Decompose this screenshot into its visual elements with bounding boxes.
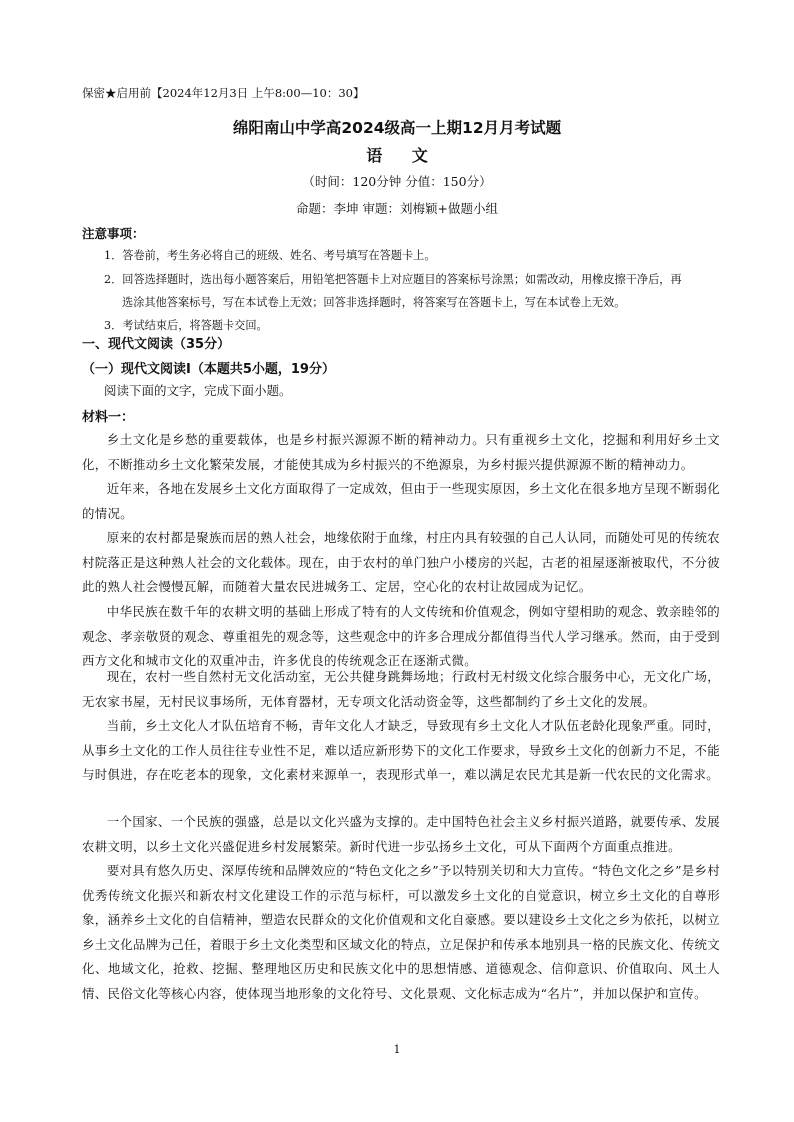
subsection-heading: （一）现代文阅读Ⅰ（本题共5小题，19分） (82, 362, 335, 377)
notice-item: 3．考试结束后，将答题卡交回。 (104, 319, 268, 332)
body-paragraph: 中华民族在数千年的农耕文明的基础上形成了特有的人文传统和价值观念，例如守望相助的观念、敦亲睦邻的观念、孝亲敬贤的观念、尊重祖先的观念等，这些观念中的许多合理成分都值得当代人学习继承。然而，由于受到西方文化和城市文化的双重冲击，许多优良的传统观念正在逐渐式微。 (82, 604, 720, 668)
exam-title: 绵阳南山中学高2024级高一上期12月月考试题 (232, 119, 562, 137)
material-label: 材料一： (82, 410, 135, 425)
notice-item-continued: 选涂其他答案标号，写在本试卷上无效；回答非选择题时，将答案写在答题卡上，写在本试卷上无效。 (122, 296, 626, 309)
body-paragraph: 当前，乡土文化人才队伍培育不畅，青年文化人才缺乏，导致现有乡土文化人才队伍老龄化现象严重。同时，从事乡土文化的工作人员往往专业性不足，难以适应新形势下的文化工作要求，导致乡土文化的创新力不足，不能与时俱进，存在吃老本的现象，文化素材来源单一，表现形式单一，难以满足农民尤其是新一代农民的文化需求。 (82, 718, 720, 782)
body-paragraph: 乡土文化是乡愁的重要载体，也是乡村振兴源源不断的精神动力。只有重视乡土文化，挖掘和利用好乡土文化，不断推动乡土文化繁荣发展，才能使其成为乡村振兴的不绝源泉，为乡村振兴提供源源不断的精神动力。 (82, 432, 720, 472)
section-heading: 一、现代文阅读（35分） (82, 337, 231, 352)
notice-item: 1．答卷前，考生务必将自己的班级、姓名、考号填写在答题卡上。 (104, 249, 436, 262)
body-paragraph: 原来的农村都是聚族而居的熟人社会，地缘依附于血缘，村庄内具有较强的自己人认同，而随处可见的传统农村院落正是这种熟人社会的文化载体。现在，由于农村的单门独户小楼房的兴起，古老的祖屋逐渐被取代，不分彼此的熟人社会慢慢瓦解，而随着大量农民进城务工、定居，空心化的农村让故园成为记忆。 (82, 530, 720, 594)
reading-instruction: 阅读下面的文字，完成下面小题。 (104, 383, 292, 398)
body-paragraph: 现在，农村一些自然村无文化活动室，无公共健身跳舞场地；行政村无村级文化综合服务中心，无文化广场，无农家书屋，无村民议事场所，无体育器材，无专项文化活动资金等，这些都制约了乡土文化的发展。 (82, 669, 720, 709)
notice-item: 2．回答选择题时，选出每小题答案后，用铅笔把答题卡上对应题目的答案标号涂黑；如需改动，用橡皮擦干净后，再 (104, 273, 682, 286)
authors-line: 命题：李坤 审题：刘梅颖+做题小组 (296, 201, 498, 216)
confidential-line: 保密★启用前【2024年12月3日 上午8:00—10：30】 (82, 86, 365, 100)
notice-heading: 注意事项： (82, 226, 145, 241)
page-number: 1 (393, 1043, 401, 1056)
time-score-line: （时间：120分钟 分值：150分） (302, 174, 492, 189)
body-paragraph: 近年来，各地在发展乡土文化方面取得了一定成效，但由于一些现实原因，乡土文化在很多地方呈现不断弱化的情况。 (82, 481, 720, 521)
subject-title: 语 文 (366, 146, 440, 165)
body-paragraph: 一个国家、一个民族的强盛，总是以文化兴盛为支撑的。走中国特色社会主义乡村振兴道路，就要传承、发展农耕文明，以乡土文化兴盛促进乡村发展繁荣。新时代进一步弘扬乡土文化，可从下面两个方面重点推进。 (82, 814, 720, 854)
body-paragraph: 要对具有悠久历史、深厚传统和品牌效应的“特色文化之乡”予以特别关切和大力宣传。“特色文化之乡”是乡村优秀传统文化振兴和新农村文化建设工作的示范与标杆，可以激发乡土文化的自觉意识，树立乡土文化的自尊形象，涵养乡土文化的自信精神，塑造农民群众的文化价值观和文化自豪感。要以建设乡土文化之乡为依托，以树立乡土文化品牌为己任，着眼于乡土文化类型和区域文化的特点，立足保护和传承本地别具一格的民族文化、传统文化、地域文化，抢救、挖掘、整理地区历史和民族文化中的思想情感、道德观念、信仰意识、价值取向、风土人情、民俗文化等核心内容，使体现当地形象的文化符号、文化景观、文化标志成为“名片”，并加以保护和宣传。 (82, 863, 720, 1001)
